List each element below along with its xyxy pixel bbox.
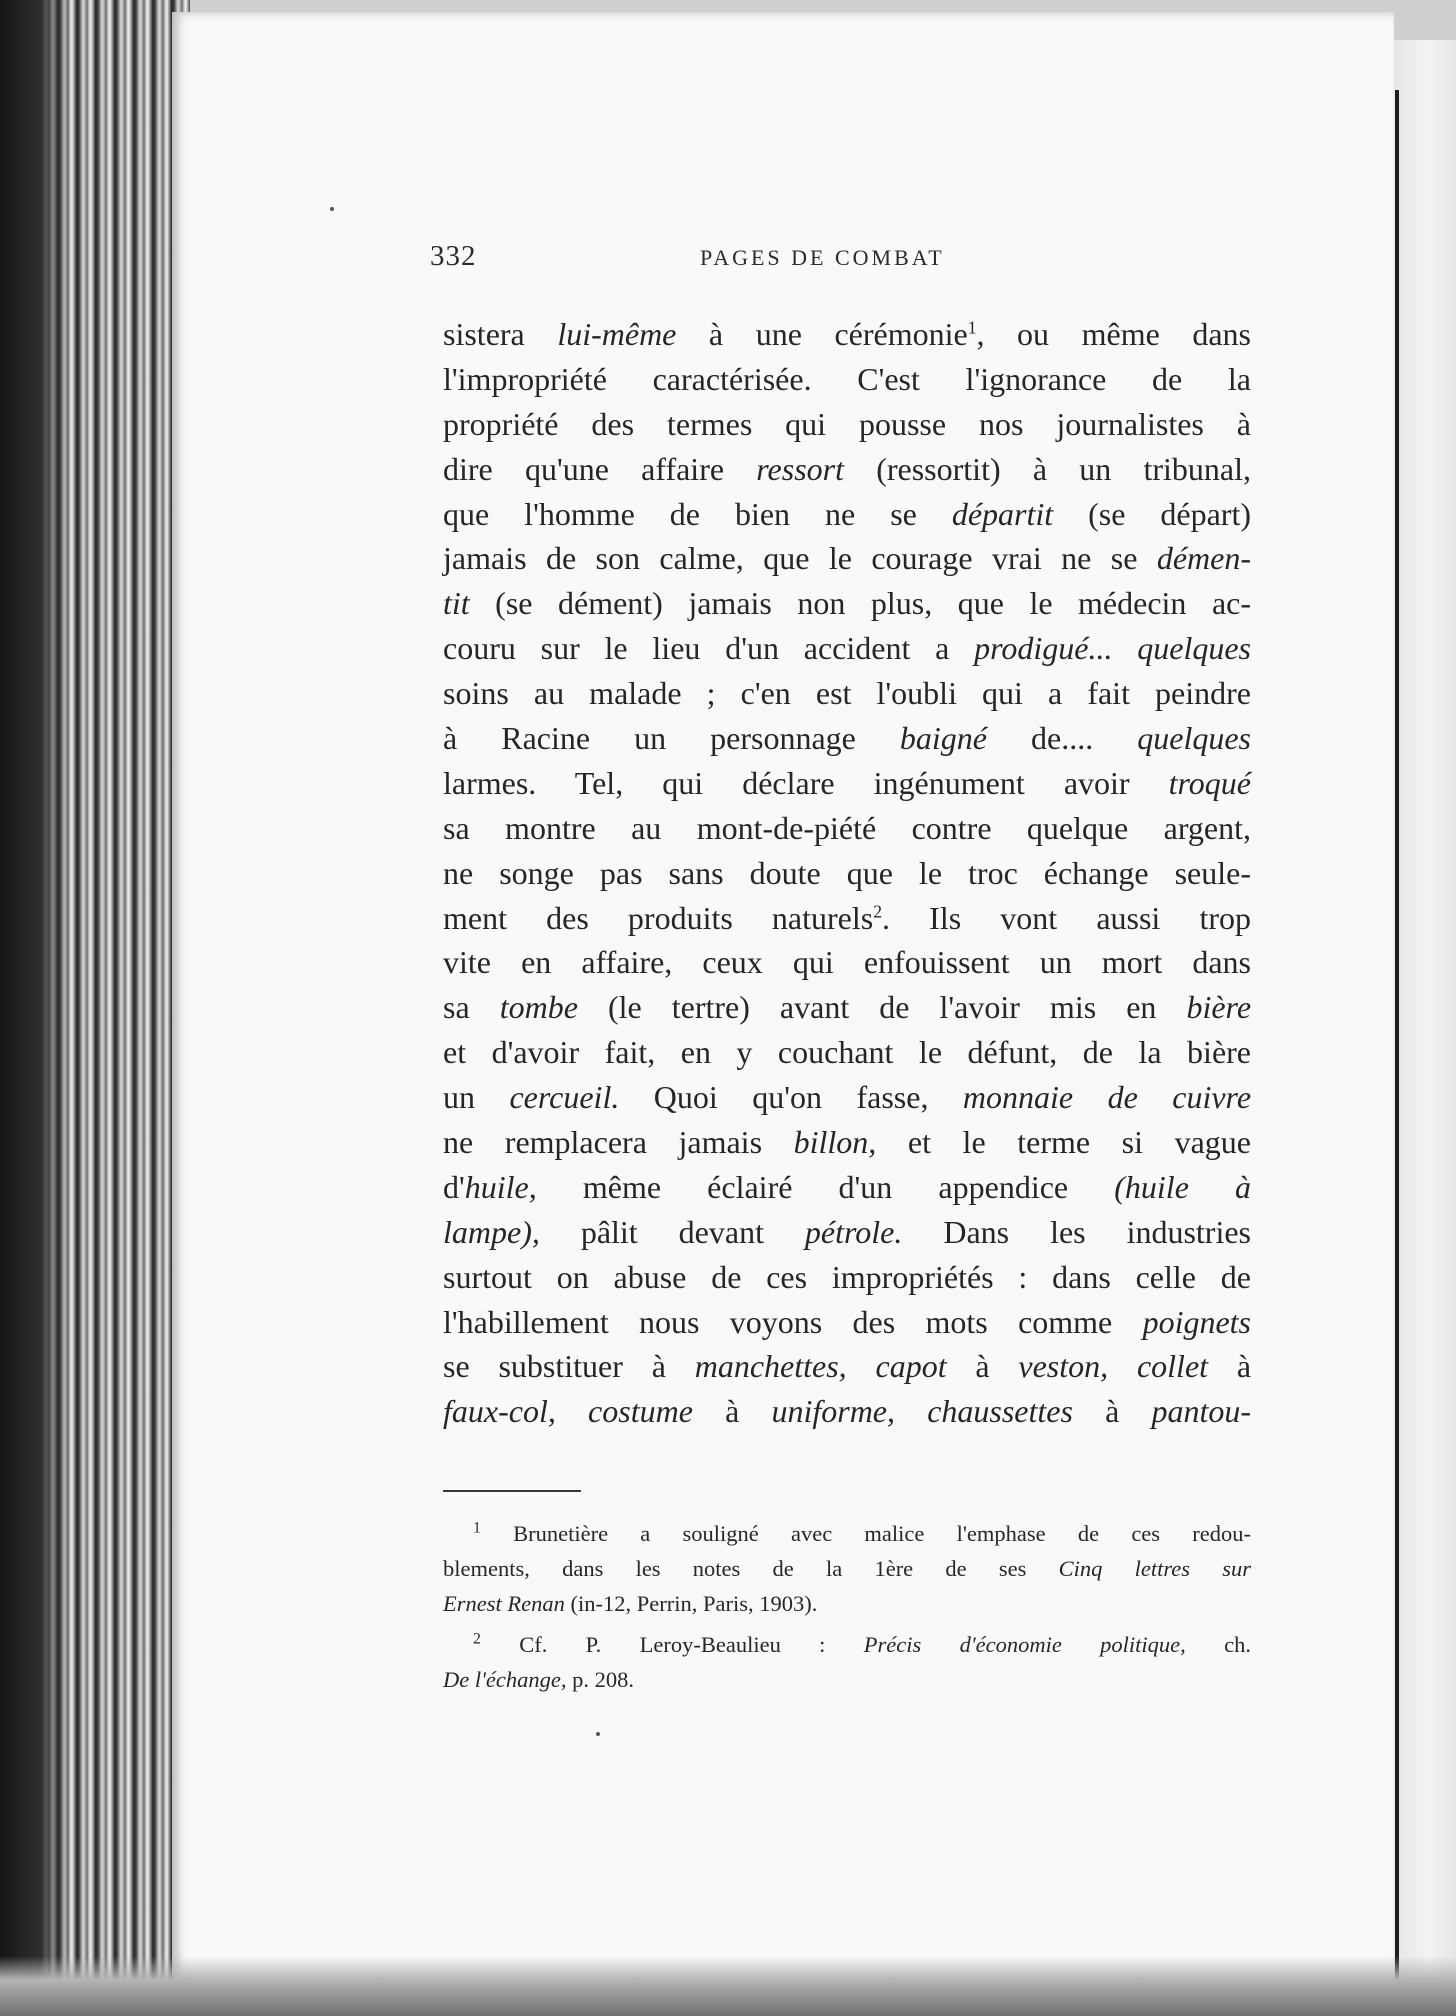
text-run: blements, dans les notes de la 1ère de ses — [443, 1556, 1059, 1581]
text-line — [443, 536, 1251, 581]
text-run: de.... — [986, 720, 1138, 757]
running-head — [430, 240, 1250, 280]
text-run: surtout on abuse de ces impropriétés : dans celle de — [443, 1258, 1251, 1295]
text-run: couru sur le lieu d'un accident a — [443, 630, 975, 667]
gutter-shadow-line — [1395, 90, 1399, 1990]
text-line — [443, 985, 1251, 1030]
text-run: sa montre au mont-de-piété contre quelque argent, — [443, 809, 1251, 846]
footnote-number: 1 — [473, 1519, 481, 1537]
text-run: d' — [443, 1168, 465, 1205]
text-run: dire qu'une affaire — [443, 450, 757, 487]
footnotes-block — [443, 1516, 1251, 1697]
text-run: jamais de son calme, que le courage vrai ne se — [443, 540, 1157, 577]
text-line — [443, 716, 1251, 761]
scan-speck — [330, 207, 334, 211]
text-line — [443, 671, 1251, 716]
text-run: ch. — [1185, 1632, 1251, 1657]
text-run: p. 208. — [566, 1667, 635, 1692]
italic-term: pétrole. — [804, 1213, 903, 1250]
text-run: Brunetière a souligné avec malice l'emphase de ces redou- — [480, 1521, 1251, 1546]
italic-term: poignets — [1142, 1303, 1251, 1340]
text-line — [443, 447, 1251, 492]
text-line — [443, 312, 1251, 357]
text-line — [443, 1075, 1251, 1120]
text-run: soins au malade ; c'en est l'oubli qui a fait peindre — [443, 675, 1251, 712]
text-run: Cf. P. Leroy-Beaulieu : — [480, 1632, 864, 1657]
italic-term: tit — [443, 585, 470, 622]
text-line — [443, 761, 1251, 806]
italic-term: huile, — [464, 1168, 537, 1205]
italic-term: lui-même — [557, 316, 677, 352]
italic-term: prodigué... quelques — [974, 630, 1252, 667]
italic-title: Précis d'économie politique, — [863, 1632, 1186, 1657]
text-run: ne songe pas sans doute que le troc échange seule- — [443, 854, 1251, 891]
text-line — [443, 1120, 1251, 1165]
text-run: et le terme si vague — [876, 1124, 1252, 1161]
text-run: . Ils vont aussi trop — [882, 899, 1252, 936]
text-run: à — [1208, 1348, 1252, 1385]
italic-term: (huile à — [1114, 1168, 1252, 1205]
footnote-number: 2 — [473, 1630, 481, 1648]
italic-term: lampe), — [443, 1213, 540, 1250]
footnote-reference: 1 — [967, 317, 977, 338]
text-line — [443, 940, 1251, 985]
italic-term: veston, — [1018, 1348, 1109, 1385]
italic-term: capot — [875, 1348, 947, 1385]
text-line — [443, 1344, 1251, 1389]
text-run: , ou même dans — [976, 316, 1252, 352]
text-run: vite en affaire, ceux qui enfouissent un mort dans — [443, 944, 1251, 981]
footnote-line — [443, 1551, 1251, 1586]
text-line — [443, 1300, 1251, 1345]
text-run: (se départ) — [1053, 495, 1251, 532]
page-number: 332 — [430, 240, 477, 272]
book-page-edges — [0, 0, 190, 2016]
text-run: larmes. Tel, qui déclare ingénument avoir — [443, 764, 1169, 801]
text-line — [443, 357, 1251, 402]
italic-term: bière — [1186, 989, 1252, 1026]
text-run: l'habillement nous voyons des mots comme — [443, 1303, 1143, 1340]
text-run: se substituer à — [443, 1348, 695, 1385]
italic-term: monnaie de cuivre — [962, 1079, 1252, 1116]
text-run: ne remplacera jamais — [443, 1124, 794, 1161]
text-run: (se dément) jamais non plus, que le médecin ac- — [469, 585, 1251, 622]
italic-term: quelques — [1137, 720, 1251, 757]
text-run: à — [1072, 1393, 1152, 1430]
italic-title: Cinq lettres sur — [1058, 1556, 1251, 1581]
italic-term: chaussettes — [927, 1393, 1073, 1430]
footnote-line — [443, 1662, 1251, 1697]
text-run — [847, 1348, 876, 1384]
text-line — [443, 1030, 1251, 1075]
text-run: (le tertre) avant de l'avoir mis en — [577, 989, 1187, 1026]
italic-term: tombe — [499, 989, 578, 1026]
text-run: même éclairé d'un appendice — [536, 1168, 1115, 1205]
main-text-block — [443, 312, 1251, 1434]
italic-term: collet — [1136, 1348, 1209, 1385]
text-line — [443, 896, 1251, 941]
italic-term: manchettes, — [694, 1348, 847, 1385]
italic-term: pantou- — [1151, 1393, 1252, 1430]
footnote-separator — [443, 1490, 581, 1492]
text-line — [443, 806, 1251, 851]
text-run — [1108, 1348, 1137, 1384]
italic-term: costume — [588, 1393, 693, 1430]
footnote-line — [443, 1627, 1251, 1662]
text-line — [443, 581, 1251, 626]
text-line — [443, 626, 1251, 671]
italic-term: billon, — [793, 1124, 877, 1161]
text-line — [443, 1255, 1251, 1300]
text-run: Quoi qu'on fasse, — [619, 1079, 963, 1116]
text-run: à — [692, 1393, 772, 1430]
text-run: sistera — [443, 316, 558, 352]
italic-term: cercueil. — [509, 1079, 620, 1116]
text-line — [443, 1165, 1251, 1210]
italic-term: baigné — [899, 720, 987, 757]
text-run: que l'homme de bien ne se — [443, 495, 952, 532]
text-line — [443, 1389, 1251, 1434]
text-run: (in-12, Perrin, Paris, 1903). — [564, 1591, 818, 1616]
text-run: ment des produits naturels — [443, 899, 874, 936]
text-line — [443, 402, 1251, 447]
text-run: l'impropriété caractérisée. C'est l'ignorance de la — [443, 360, 1251, 397]
text-run — [556, 1393, 588, 1429]
scan-speck — [596, 1732, 600, 1736]
text-run: et d'avoir fait, en y couchant le défunt, de la bière — [443, 1034, 1251, 1071]
footnote-reference: 2 — [873, 900, 883, 921]
text-line — [443, 851, 1251, 896]
text-line — [443, 492, 1251, 537]
italic-title: De l'échange, — [443, 1667, 567, 1692]
text-line — [443, 1210, 1251, 1255]
text-run: à — [946, 1348, 1019, 1385]
italic-term: troqué — [1168, 764, 1251, 801]
text-run: à une cérémonie — [676, 316, 968, 352]
text-run: Dans les industries — [902, 1213, 1252, 1250]
italic-term: démen- — [1156, 540, 1251, 577]
book-bottom-edge — [0, 1956, 1456, 2016]
text-run: (ressortit) à un tribunal, — [843, 450, 1251, 487]
running-title: PAGES DE COMBAT — [700, 245, 945, 270]
text-run: un — [443, 1079, 510, 1116]
italic-term: départit — [951, 495, 1054, 532]
italic-title: Ernest Renan — [443, 1591, 565, 1616]
italic-term: faux-col, — [443, 1393, 556, 1430]
text-run — [895, 1393, 927, 1429]
italic-term: uniforme, — [771, 1393, 895, 1430]
footnote-line — [443, 1516, 1251, 1551]
text-run: propriété des termes qui pousse nos journalistes à — [443, 405, 1251, 442]
text-run: pâlit devant — [539, 1213, 805, 1250]
footnote-line — [443, 1586, 1251, 1621]
italic-term: ressort — [756, 450, 844, 487]
text-run: sa — [443, 989, 500, 1026]
text-run: à Racine un personnage — [443, 720, 900, 757]
